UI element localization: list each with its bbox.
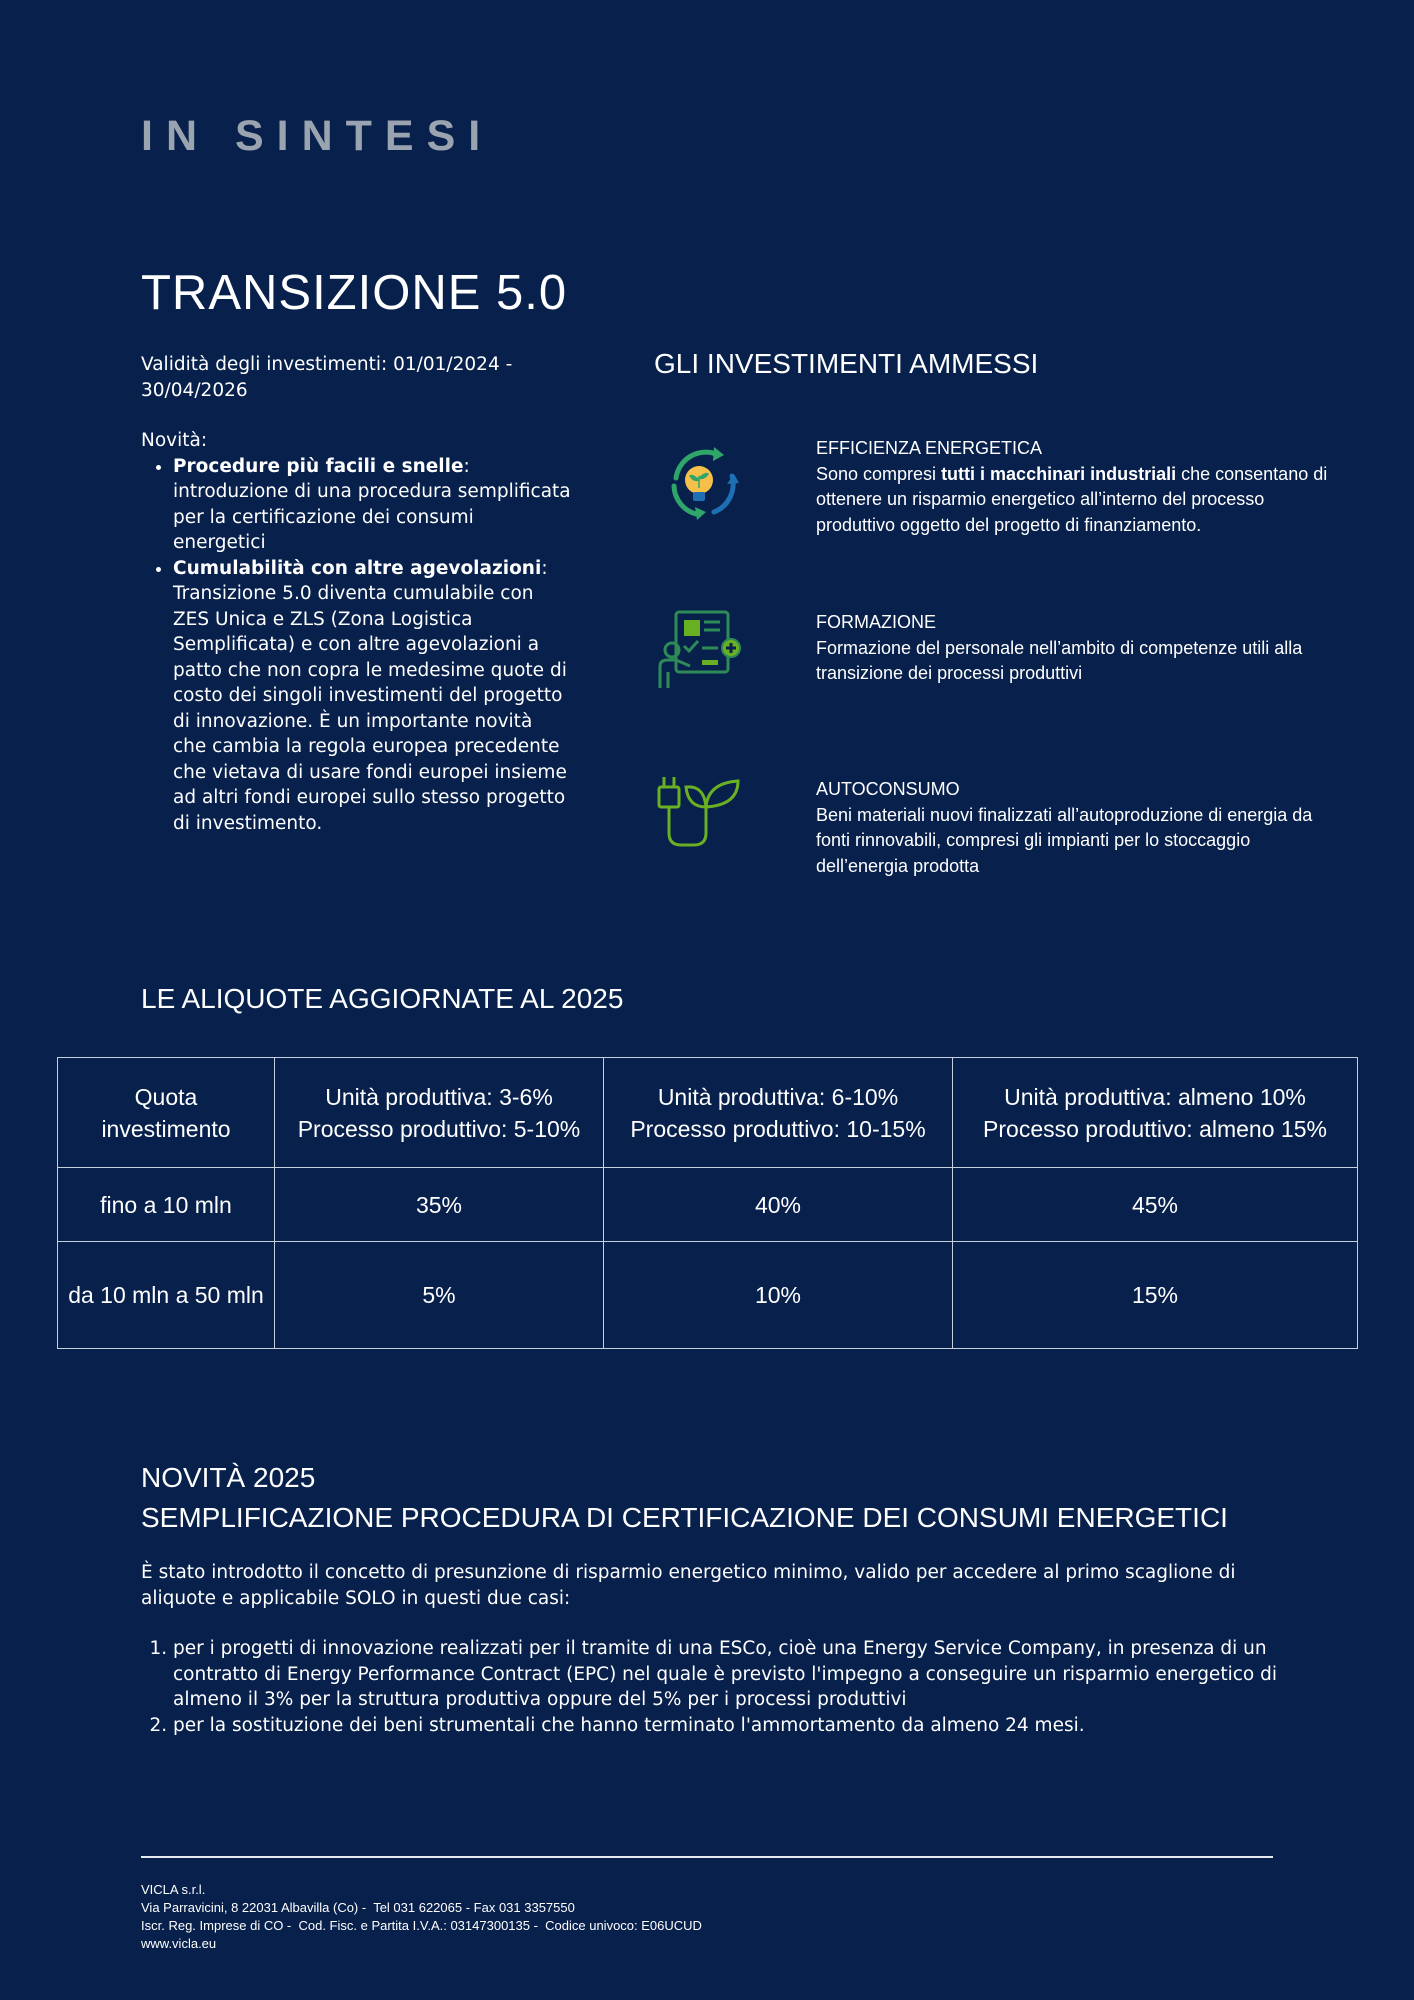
bullet-bold: Procedure più facili e snelle [173,455,464,477]
list-item: 1. per i progetti di innovazione realizzati per il tramite di una ESCo, cioè una Energy Service Company, in presenza di un contratto di Energy Performance Contract (EPC) nel quale è previsto l'impegno a conseguire un risparmio energetico di almeno il 3% per la struttura produttiva oppure del 5% per i processi produttivi [173,1636,1316,1713]
section-kicker: IN SINTESI [141,112,494,160]
list-item: 2. per la sostituzione dei beni strumentali che hanno terminato l'ammortamento da almeno 24 mesi. [173,1713,1316,1739]
rates-title: LE ALIQUOTE AGGIORNATE AL 2025 [141,983,624,1014]
novita-title-line1: NOVITÀ 2025 [141,1462,316,1493]
table-cell: 10% [604,1242,953,1349]
page-title: TRANSIZIONE 5.0 [141,266,568,320]
footer [141,1881,702,1953]
table-cell: 5% [275,1242,604,1349]
bullet-text: : Transizione 5.0 diventa cumulabile con ZES Unica e ZLS (Zona Logistica Semplificata) e con altre agevolazioni a patto che non copra le medesime quote di costo dei singoli investimenti del progetto di innovazione. È un importante novità che cambia la regola europea precedente che vietava di usare fondi europei insieme ad altri fondi europei sullo stesso progetto di investimento. [173,557,567,834]
table-cell: 45% [953,1168,1358,1242]
investment-item-formazione [654,610,1334,730]
novita-body [141,1560,1316,1738]
investment-desc: Beni materiali nuovi finalizzati all’autoproduzione di energia da fonti rinnovabili, compresi gli impianti per lo stoccaggio dell’energia prodotta [816,804,1313,876]
novita-label: Novità: [141,430,208,451]
validity-text: Validità degli investimenti: 01/01/2024 - 30/04/2026 [141,354,513,401]
list-item [173,556,571,837]
investment-text [816,610,1336,687]
investment-desc-end: che consentano di ottenere un risparmio energetico all’interno del processo produttivo oggetto del progetto di finanziamento. [816,463,1328,535]
table-cell: 15% [953,1242,1358,1349]
list-item [173,454,571,556]
energy-efficiency-bulb-icon [654,436,754,536]
novita-title-line2: SEMPLIFICAZIONE PROCEDURA DI CERTIFICAZIONE DEI CONSUMI ENERGETICI [141,1502,1228,1533]
investment-text [816,777,1336,879]
table-row [58,1168,1358,1242]
bullet-text: : introduzione di una procedura semplificata per la certificazione dei consumi energetici [173,455,571,553]
table-header-cell: Unità produttiva: 3-6% Processo produttivo: 5-10% [275,1058,604,1168]
novita-list [141,454,571,837]
footer-address: Via Parravicini, 8 22031 Albavilla (Co) - Tel 031 622065 - Fax 031 3357550 [141,1900,575,1915]
table-cell: 35% [275,1168,604,1242]
footer-divider [141,1856,1273,1858]
investment-label: FORMAZIONE [816,612,936,632]
novita-list [141,1636,1316,1738]
table-header-cell: Unità produttiva: almeno 10% Processo produttivo: almeno 15% [953,1058,1358,1168]
investment-desc: Sono compresi [816,463,942,484]
table-header-cell: Quota investimento [58,1058,275,1168]
left-column [141,352,571,836]
footer-registry: Iscr. Reg. Imprese di CO - Cod. Fisc. e Partita I.V.A.: 03147300135 - Codice univoco: E06UCUD [141,1918,702,1933]
investment-item-autoconsumo [654,777,1334,897]
table-row [58,1242,1358,1349]
investment-desc: Formazione del personale nell’ambito di competenze utili alla transizione dei processi produttivi [816,637,1303,683]
bullet-bold: Cumulabilità con altre agevolazioni [173,557,542,579]
table-header-row [58,1058,1358,1168]
investment-label: EFFICIENZA ENERGETICA [816,438,1043,458]
footer-website[interactable]: www.vicla.eu [141,1936,217,1951]
investment-label: AUTOCONSUMO [816,779,960,799]
table-header-cell: Unità produttiva: 6-10% Processo produttivo: 10-15% [604,1058,953,1168]
footer-company: VICLA s.r.l. [141,1882,206,1897]
investments-title: GLI INVESTIMENTI AMMESSI [654,348,1039,379]
investment-desc-bold: tutti i macchinari industriali [941,463,1177,484]
rates-table [57,1057,1358,1349]
table-cell: 40% [604,1168,953,1242]
investment-item-efficienza [654,436,1334,556]
plug-leaf-icon [654,777,754,877]
table-cell: fino a 10 mln [58,1168,275,1242]
investment-text [816,436,1336,538]
novita-intro: È stato introdotto il concetto di presunzione di risparmio energetico minimo, valido per accedere al primo scaglione di aliquote e applicabile SOLO in questi due casi: [141,1562,1236,1609]
training-presentation-icon [654,610,754,710]
table-cell: da 10 mln a 50 mln [58,1242,275,1349]
novita-title [141,1458,1228,1538]
